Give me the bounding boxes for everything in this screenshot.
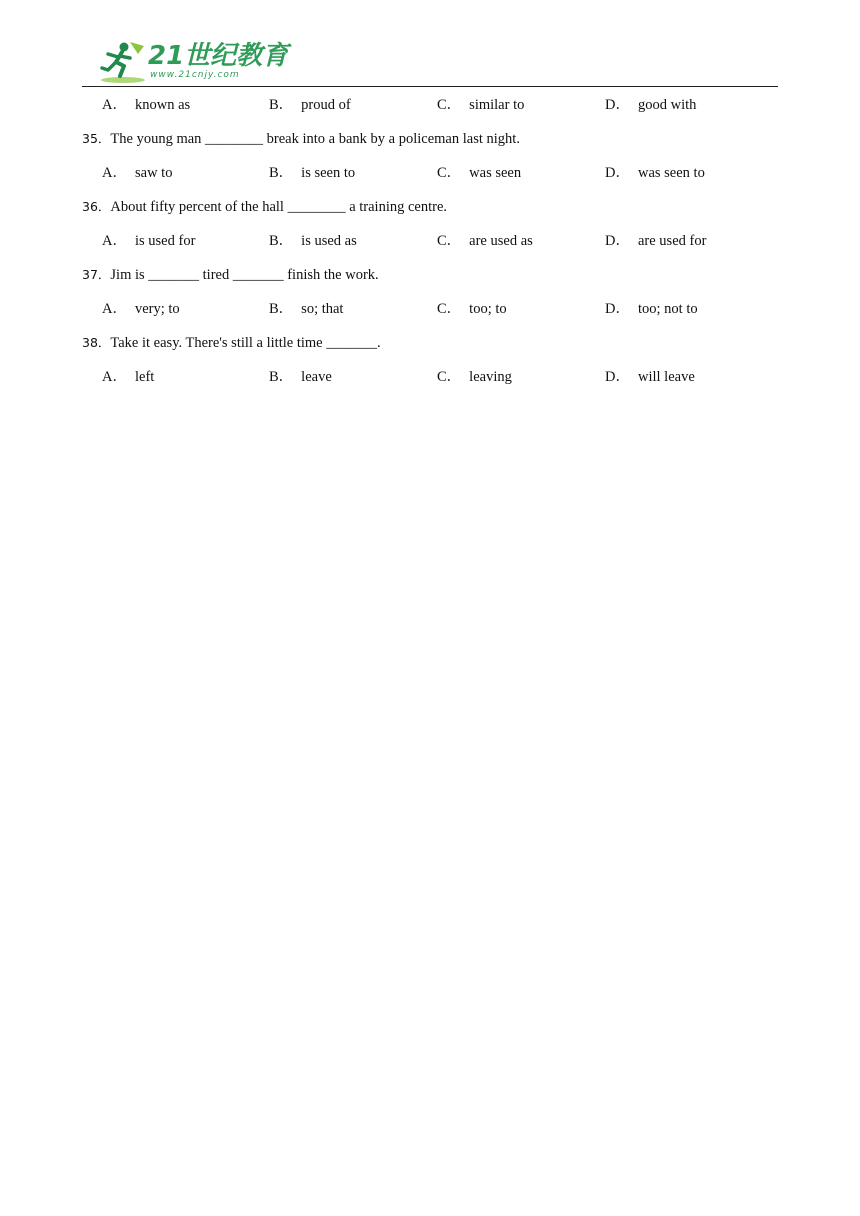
- option-b: B． leave: [269, 369, 332, 385]
- question-list: [82, 88, 782, 394]
- running-figure-icon: [100, 40, 146, 84]
- logo: [100, 40, 289, 84]
- option-d: D． good with: [605, 97, 697, 113]
- option-c: C． leaving: [437, 369, 512, 385]
- options-row-38: [82, 360, 782, 394]
- logo-url: www.21cnjy.com: [150, 70, 240, 80]
- option-d: D． too; not to: [605, 301, 698, 317]
- question-35: [82, 122, 782, 156]
- question-text: Take it easy. There's still a little time _______.: [110, 335, 381, 351]
- options-row-34: [82, 88, 782, 122]
- options-row-35: [82, 156, 782, 190]
- option-b: B． is used as: [269, 233, 357, 249]
- option-d: D． are used for: [605, 233, 707, 249]
- question-number: 36．: [82, 199, 111, 214]
- question-36: [82, 190, 782, 224]
- page-header: [82, 38, 778, 87]
- option-d: D． was seen to: [605, 165, 705, 181]
- options-row-37: [82, 292, 782, 326]
- question-number: 35．: [82, 131, 111, 146]
- option-b: B． is seen to: [269, 165, 356, 181]
- option-c: C． are used as: [437, 233, 533, 249]
- option-a: A． known as: [102, 97, 191, 113]
- option-a: A． left: [102, 369, 155, 385]
- question-number: 38．: [82, 335, 111, 350]
- question-number: 37．: [82, 267, 111, 282]
- option-a: A． is used for: [102, 233, 196, 249]
- question-38: [82, 326, 782, 360]
- question-text: About fifty percent of the hall ________ a training centre.: [110, 199, 448, 215]
- option-a: A． very; to: [102, 301, 180, 317]
- option-a: A． saw to: [102, 165, 173, 181]
- question-37: [82, 258, 782, 292]
- option-c: C． was seen: [437, 165, 522, 181]
- question-text: The young man ________ break into a bank by a policeman last night.: [110, 131, 520, 147]
- option-d: D． will leave: [605, 369, 695, 385]
- option-c: C． too; to: [437, 301, 507, 317]
- logo-title: 21世纪教育: [148, 41, 289, 71]
- option-c: C． similar to: [437, 97, 525, 113]
- options-row-36: [82, 224, 782, 258]
- option-b: B． proud of: [269, 97, 351, 113]
- question-text: Jim is _______ tired _______ finish the work.: [110, 267, 379, 283]
- option-b: B． so; that: [269, 301, 344, 317]
